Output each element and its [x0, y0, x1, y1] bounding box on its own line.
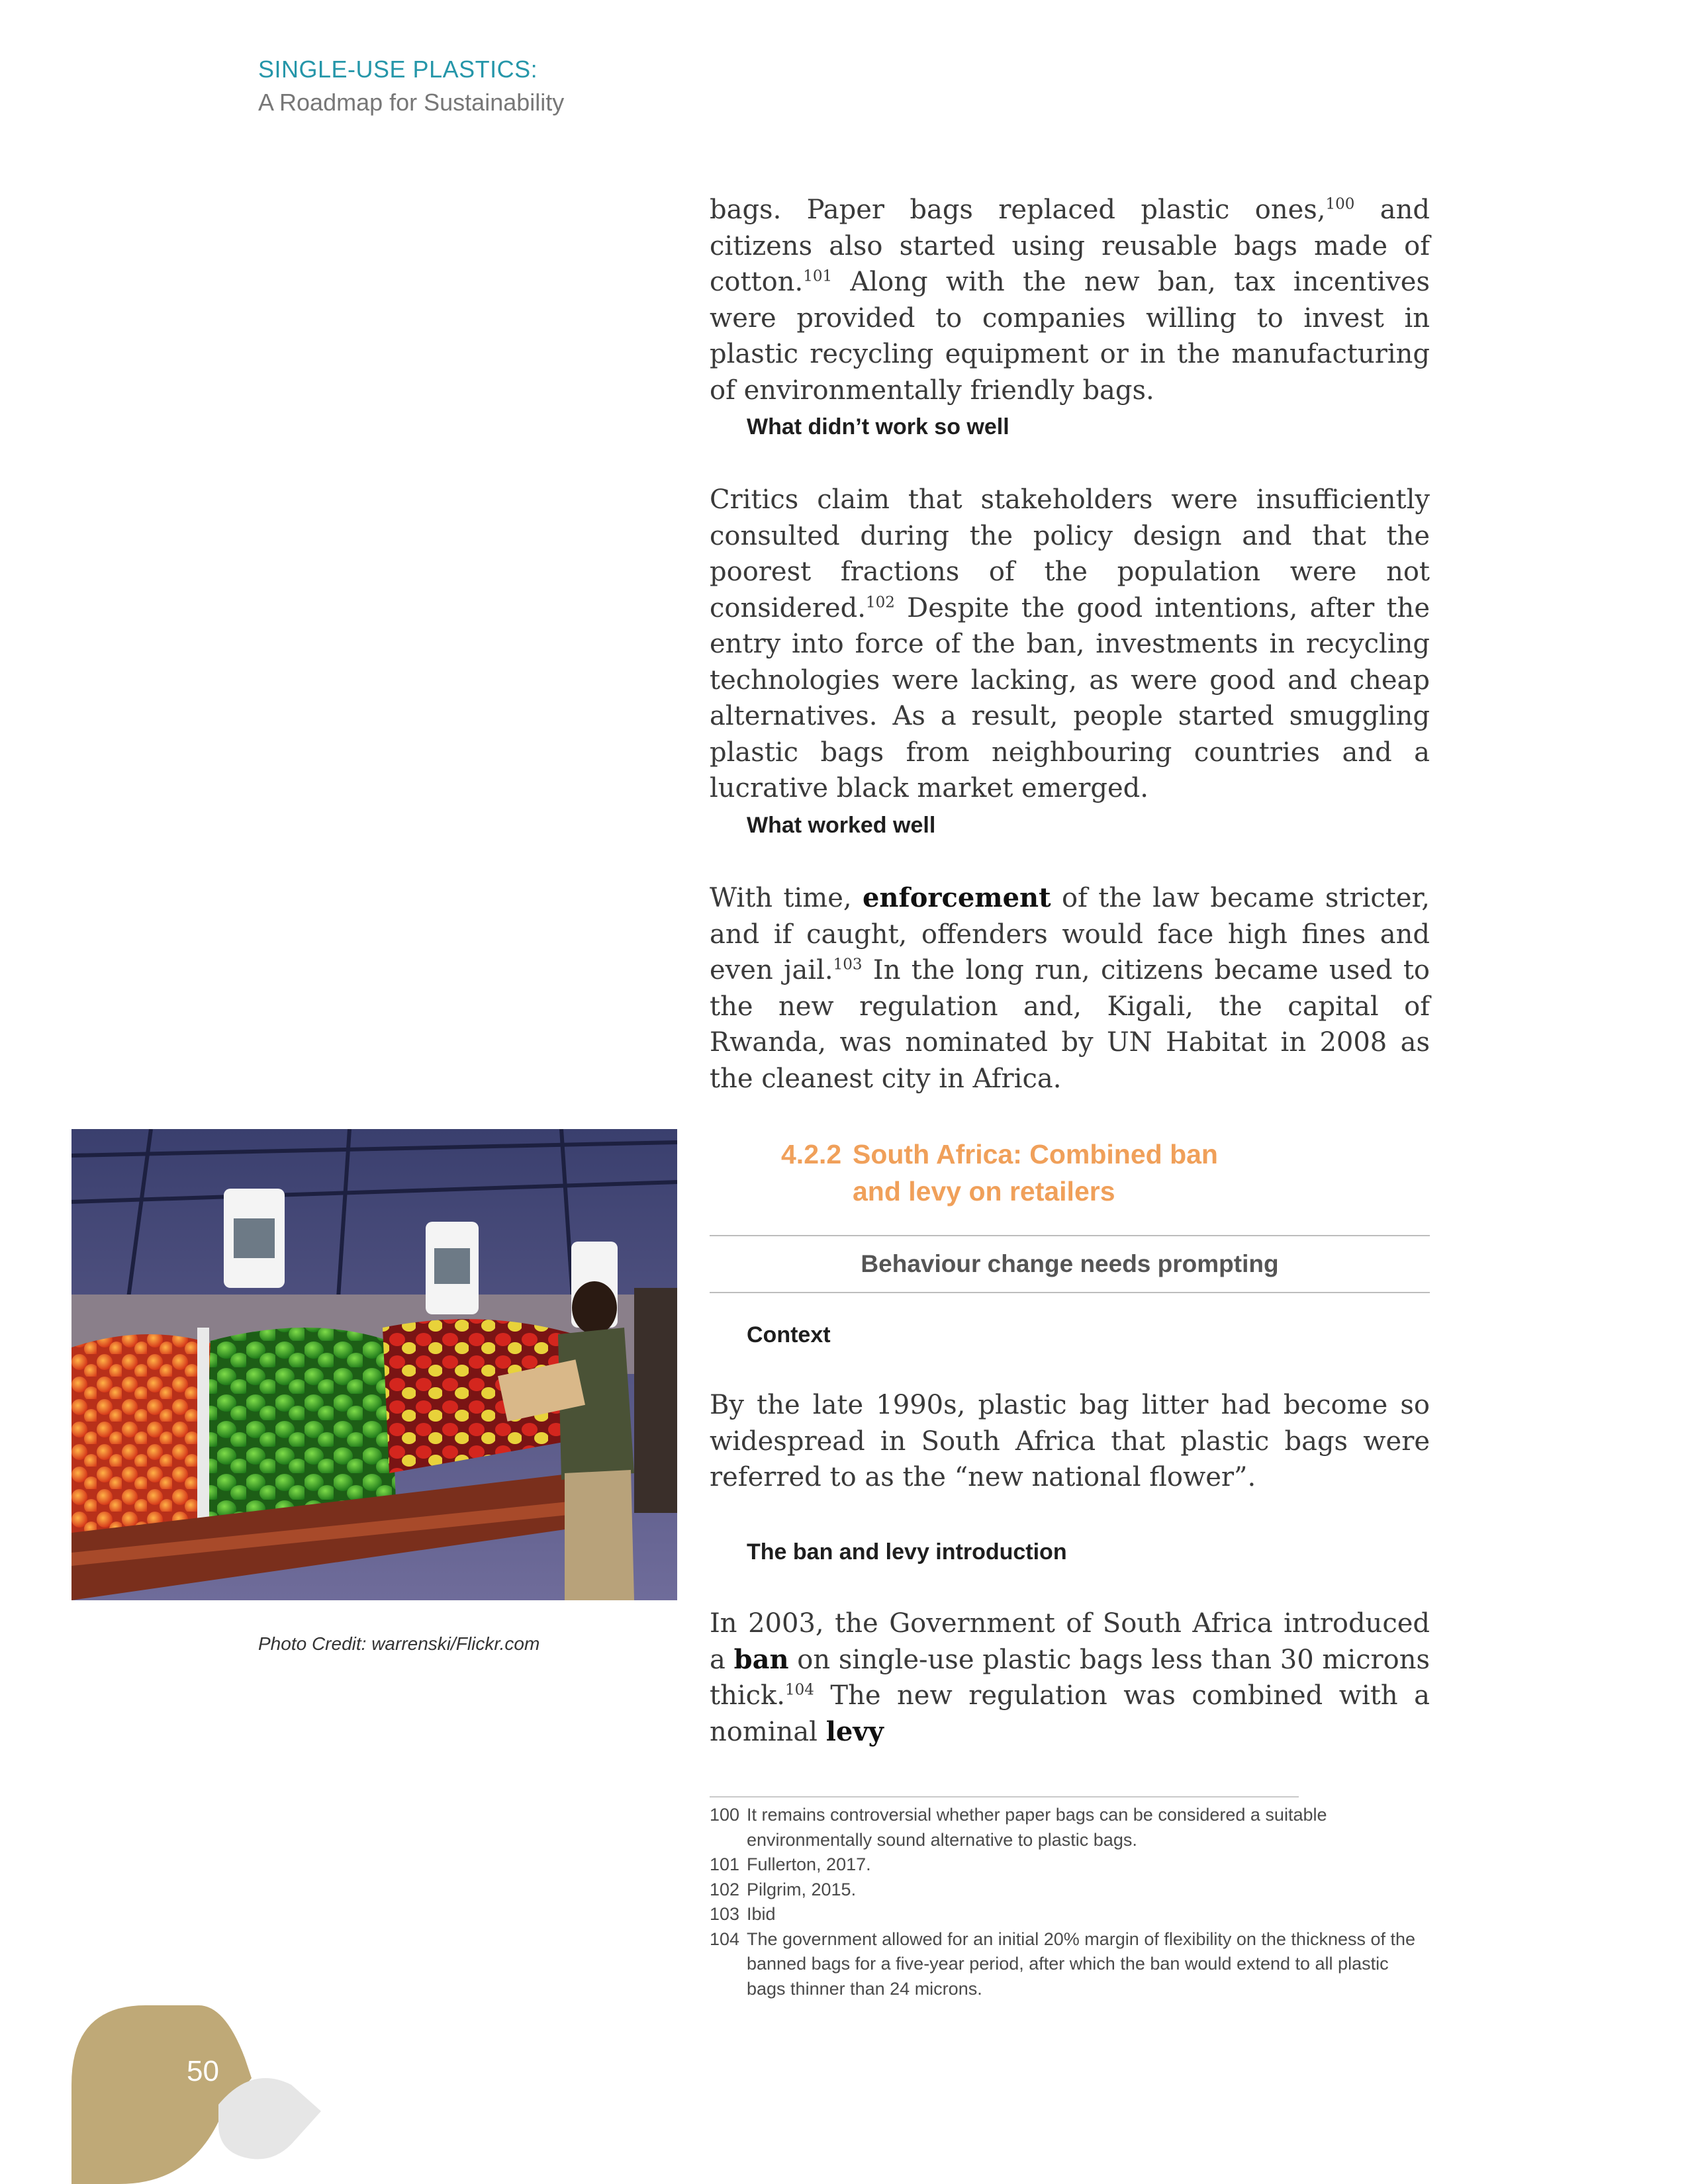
footnote-divider [710, 1796, 1299, 1797]
footnote-ref[interactable]: 100 [1325, 195, 1355, 213]
section-banner: Behaviour change needs prompting [710, 1235, 1430, 1293]
body-paragraph-4: By the late 1990s, plastic bag litter had become so widespread in South Africa that plastic bags were referred to as the “new national flower”. [710, 1390, 1430, 1492]
footnote-number: 100 [710, 1805, 740, 1825]
page-number: 50 [187, 2055, 219, 2087]
footnote-text: Pilgrim, 2015. [747, 1879, 857, 1899]
footnote-number: 104 [710, 1929, 740, 1949]
header-subtitle: A Roadmap for Sustainability [258, 89, 565, 116]
body-paragraph-1: bags. Paper bags replaced plastic ones,$^{100}$ and citizens also started using reusable bags made of cotton.$^{101}$ Along with the new ban, tax incentives were provided to companies willing to invest in plastic recycling equipment or in the manufacturing of environmentally friendly bags. [710, 195, 1430, 406]
body-paragraph-3: With time, enforcement of the law became stricter, and if caught, offenders would face high fines and even jail.$^{103}$ In the long run, citizens became used to the new regulation and, Kigali, the capital of Rwanda, was nominated by UN Habitat in 2008 as the cleanest city in Africa. [710, 882, 1430, 1094]
footnote-item [710, 1878, 1431, 1903]
running-header [258, 53, 564, 119]
footnote-number: 102 [710, 1879, 740, 1899]
footnote-ref[interactable]: 103 [833, 956, 863, 974]
footnote-text: It remains controversial whether paper bags can be considered a suitable environmentally sound alternative to plastic bags. [747, 1805, 1327, 1850]
footnote-text: The government allowed for an initial 20% margin of flexibility on the thickness of the banned bags for a five-year period, after which the ban would extend to all plastic bags thinner than 24 microns. [747, 1929, 1416, 1999]
page-corner-decoration [0, 1985, 344, 2184]
footnote-number: 103 [710, 1904, 740, 1924]
section-number: 4.2.2 [781, 1139, 842, 1169]
footnote-item [710, 1927, 1431, 2002]
body-paragraph-2: Critics claim that stakeholders were insufficiently consulted during the policy design and that the poorest fractions of the population were not considered.$^{102}$ Despite the good intentions, after the entry into force of the ban, investments in recycling technologies were lacking, as were good and cheap alternatives. As a result, people started smuggling plastic bags from neighbouring countries and a lucrative black market emerged. [710, 484, 1430, 803]
footnote-item [710, 1803, 1431, 1852]
footnote-text: Ibid [747, 1904, 776, 1924]
footnote-ref[interactable]: 104 [784, 1681, 814, 1699]
market-photo [71, 1129, 677, 1600]
footnote-ref[interactable]: 101 [803, 267, 833, 285]
subheading-context: Context [747, 1322, 831, 1347]
footnote-item [710, 1852, 1431, 1878]
footnote-number: 101 [710, 1854, 740, 1874]
footnote-item [710, 1902, 1431, 1927]
header-title: SINGLE-USE PLASTICS: [258, 56, 538, 83]
body-paragraph-5: In 2003, the Government of South Africa introduced a ban on single-use plastic bags less than 30 microns thick.$^{104}$ The new regulation was combined with a nominal levy [710, 1608, 1430, 1747]
subheading-didnt-work: What didn’t work so well [747, 414, 1009, 439]
subheading-ban-levy: The ban and levy introduction [747, 1539, 1067, 1565]
emphasis-ban: ban [733, 1643, 789, 1675]
photo-caption: Photo Credit: warrenski/Flickr.com [258, 1633, 540, 1654]
emphasis-levy: levy [825, 1715, 884, 1747]
subheading-worked-well: What worked well [747, 813, 936, 838]
section-title: South Africa: Combined ban and levy on retailers [853, 1139, 1218, 1206]
emphasis-enforcement: enforcement [862, 882, 1051, 913]
footnote-text: Fullerton, 2017. [747, 1854, 871, 1874]
footnote-ref[interactable]: 102 [865, 594, 895, 612]
footnotes [710, 1803, 1431, 2001]
